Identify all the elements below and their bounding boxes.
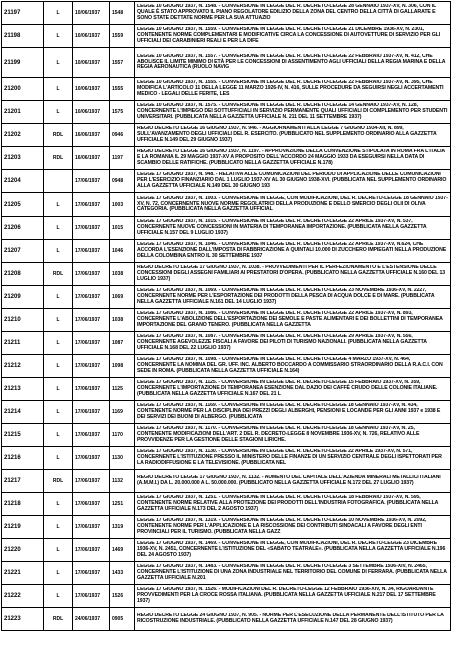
row-code: 1015 (112, 225, 124, 231)
table-row (2, 493, 451, 516)
row-code: 1087 (112, 340, 124, 346)
law-register-table (1, 1, 451, 631)
row-code: 1575 (112, 109, 124, 115)
row-code: 1098 (112, 363, 124, 369)
row-date-cell (73, 447, 110, 470)
row-date: 17/06/1937 (75, 478, 101, 484)
row-kind-cell (44, 401, 73, 424)
row-number: 21212 (4, 363, 21, 369)
row-number: 21216 (4, 455, 21, 461)
row-kind-cell (44, 585, 73, 608)
row-date: 16/06/1937 (75, 155, 101, 161)
row-date: 17/06/1937 (75, 294, 101, 300)
table-row (2, 286, 451, 309)
row-number: 21206 (4, 225, 21, 231)
row-text-cell (135, 447, 451, 470)
row-text: LEGGE 10 GIUGNO 1937, N. 1557. - CONVERSIONE IN LEGGE DEL R. DECRETO-LEGGE 22 FEBBRAIO 1937-XV, N. 412, CHE ABOLISCE IL LIMITE MINIMO DI ETÀ PER LE CONCESSIONI DI ASSENTIMENTO AGLI UFFICIALI DELLA REGIA MARINA E DELLA REGIA AERONAUTICA (RUOLO NAVIG (137, 53, 446, 71)
row-date: 17/06/1937 (75, 271, 101, 277)
row-date-cell (73, 48, 110, 78)
row-text-cell (135, 48, 451, 78)
row-text: LEGGE 17 GIUGNO 1937, N. 1098. - CONVERSIONE IN LEGGE DEL R. DECRETO-LEGGE 4 MARZO 1937-XV, N. 464, CONCERNENTE LA NOMINA DEL GR. UFF. INC. ALBERTO BOCCARDO A COMMISSARIO STRAORDINARIO DELLA R.A.C.I. CON SEDE IN ROMA. (PUBBLICATA NELLA GAZZETTA UFFICIALE N.164) (137, 357, 443, 374)
row-text-cell (135, 78, 451, 101)
row-number-cell (2, 447, 44, 470)
row-text: LEGGE 17 GIUGNO 1937, N. 1169. - CONVERSIONE IN LEGGE DEL R. DECRETO-LEGGE 18 GENNAIO 1937-XV, N. 434, CONTENENTE NORME PER LA DISCIPLINA DEI PREZZI DEGLI ALBERGHI, PENSIONI E LOCANDE PER GLI ANNI 1937 e 1938 E DEI SERVIZI DEI BUONI DI ALBERGO. (PUBBLICATA (137, 403, 441, 420)
row-date-cell (73, 309, 110, 332)
row-code-cell (110, 240, 135, 263)
row-date-cell (73, 147, 110, 170)
row-code: 1170 (112, 432, 123, 438)
row-date: 17/06/1937 (75, 593, 101, 599)
row-kind: L (56, 524, 60, 530)
row-number-cell (2, 585, 44, 608)
row-kind: L (56, 455, 60, 461)
row-code: 0948 (112, 178, 124, 184)
row-kind: RDL (52, 271, 64, 277)
row-text: LEGGE 17 GIUGNO 1937, N. 1003. - CONVERSIONE IN LEGGE, CON MODIFICAZIONI, DEL R. DECRETO-LEGGE 18 GENNAIO 1937-XV, N. 72, CONCERNENTE NUOVE NORME REGOLATRICI DELLA PRODUZIONE E DELLO SMERCIO DEGLI OLII DI OLIVA CATEGORIA. (PUBBLICATA NELLA GAZZETTA UFFICIAL (137, 195, 448, 213)
row-kind: L (56, 432, 60, 438)
row-code: 1559 (112, 33, 124, 39)
row-text-cell (135, 355, 451, 378)
row-number-cell (2, 263, 44, 286)
row-text-cell (135, 516, 451, 539)
row-kind: L (56, 248, 60, 254)
row-date: 17/06/1937 (75, 340, 101, 346)
table-row (2, 447, 451, 470)
row-number: 21217 (4, 478, 21, 484)
row-date-cell (73, 101, 110, 124)
row-number-cell (2, 147, 44, 170)
table-row (2, 263, 451, 286)
row-date-cell (73, 240, 110, 263)
row-text-cell (135, 2, 451, 25)
row-date: 10/06/1937 (75, 86, 101, 92)
row-number: 21214 (4, 409, 21, 415)
row-date-cell (73, 2, 110, 25)
row-date-cell (73, 539, 110, 562)
row-code-cell (110, 401, 135, 424)
row-text-cell (135, 25, 451, 48)
row-kind-cell (44, 78, 73, 101)
row-code: 1132 (112, 478, 123, 484)
row-number-cell (2, 286, 44, 309)
row-date: 17/06/1937 (75, 409, 101, 415)
row-kind-cell (44, 48, 73, 78)
row-text: LEGGE 17 GIUGNO 1937, N. 1483. - CONVERSIONE IN LEGGE DEL R. DECRETO-LEGGE 3 SETTEMBRE 1936-XIV, N. 2465, CONCERNENTE L'ISTITUZIONE DI UNA ZONA INDUSTRIALE NEL TERRITORIO DEL COMUNE DI FERRARA. (PUBBLICATA NELLA GAZZETTA UFFICIALE N.201 (137, 564, 447, 581)
row-code-cell (110, 124, 135, 147)
row-number-cell (2, 78, 44, 101)
row-text: REGIO DECRETO LEGGE 16 GIUGNO 1937, N. 1197. - APPROVAZIONE DELLA CONVENZIONE STIPULATA IN ROMA FRA L'ITALIA E LA ROMANIA IL 29 MAGGIO 1937-XV A PROPOSITO DELL'ACCORDO 24 MAGGIO 1933 DA ESEGUIRSI NELLA DATA DI SCAMBIO DELLE RATIFICHE. (PUBBLICATO NELLA GAZZETTA UFFICIALE N.178) (137, 149, 445, 166)
row-text-cell (135, 585, 451, 608)
row-code-cell (110, 470, 135, 493)
row-code-cell (110, 101, 135, 124)
row-text: LEGGE 17 GIUGNO 1937, N. 1319. - CONVERSIONE IN LEGGE DEL R. DECRETO-LEGGE 10 NOVEMBRE 1936-XV, N. 2092, CONTENENTE NORME PER L'APPLICAZIONE E LA RISCOSSIONE DEI CONTRIBUTI SINDACALI A FAVORE DEGLI ENTI PROVINCIALI PER IL TURISMO. (PUBBLICATA NELLA GAZZ (137, 518, 427, 535)
row-date: 17/06/1937 (75, 178, 101, 184)
row-kind-cell (44, 378, 73, 401)
row-kind-cell (44, 240, 73, 263)
row-kind: L (56, 294, 60, 300)
row-number: 21221 (4, 570, 21, 576)
row-kind-cell (44, 25, 73, 48)
row-code-cell (110, 309, 135, 332)
table-row (2, 147, 451, 170)
row-text-cell (135, 101, 451, 124)
row-date: 17/06/1937 (75, 501, 101, 507)
row-text-cell (135, 240, 451, 263)
row-kind: L (56, 409, 60, 415)
row-date-cell (73, 401, 110, 424)
row-kind-cell (44, 309, 73, 332)
row-text-cell (135, 124, 451, 147)
table-row (2, 378, 451, 401)
row-number: 21202 (4, 132, 21, 138)
table-row (2, 562, 451, 585)
table-row (2, 401, 451, 424)
row-number: 21210 (4, 317, 21, 323)
row-date-cell (73, 332, 110, 355)
row-date: 17/06/1937 (75, 248, 101, 254)
row-number-cell (2, 124, 44, 147)
row-kind: L (56, 317, 60, 323)
row-number: 21203 (4, 155, 21, 161)
row-date: 10/06/1937 (75, 59, 101, 66)
row-number-cell (2, 608, 44, 631)
row-code: 1069 (112, 294, 124, 300)
row-kind: L (56, 33, 60, 39)
law-register-rows (2, 2, 451, 631)
table-row (2, 332, 451, 355)
row-number-cell (2, 309, 44, 332)
row-code: 1130 (112, 455, 123, 461)
table-row (2, 608, 451, 631)
row-date: 16/06/1937 (75, 132, 101, 138)
row-kind-cell (44, 2, 73, 25)
row-code-cell (110, 355, 135, 378)
row-kind-cell (44, 493, 73, 516)
row-date: 17/06/1937 (75, 225, 101, 231)
row-date-cell (73, 25, 110, 48)
row-text: LEGGE 17 GIUGNO 1937, N. 1251. - CONVERSIONE IN LEGGE DEL R. DECRETO-LEGGE 18 FEBBRAIO 1937-XV, N. 595, CONTENENTE NORME RELATIVE ALLA PROTEZIONE DEI PRODOTTI DELL'INDUSTRIA FOTOGRAFICA. (PUBBLICATA NELLA GAZZETTA UFFICIALE N.173 DEL 2 AGOSTO 1937) (137, 495, 439, 512)
row-number: 21200 (4, 86, 21, 92)
row-code: 1251 (112, 501, 124, 507)
row-text: LEGGE 17 GIUGNO 1937, N. 1087. - CONVERSIONE IN LEGGE DEL R. DECRETO-LEGGE 29 APRILE 1937-XV, N. 556, CONCERNENTE AGEVOLEZZE FISCALI A FAVORE DEI PILOTI DI TURISMO NAZIONALI. (PUBBLICATA NELLA GAZZETTA UFFICIALE N.168 DEL 22 LUGLIO 1937) (137, 334, 427, 351)
row-kind-cell (44, 101, 73, 124)
row-number-cell (2, 470, 44, 493)
table-row (2, 193, 451, 217)
row-number-cell (2, 493, 44, 516)
row-number-cell (2, 25, 44, 48)
row-code-cell (110, 217, 135, 240)
row-text: REGIO DECRETO LEGGE 17 GIUGNO 1937, N. 1038. - PROVVEDIMENTI PER IL PERFEZIONAMENTO E L'ESTENSIONE DELLE CONCESSIONI DEGLI ASSEGNI FAMILIARI AI PRESTATORI D'OPERA. (PUBBLICATO NELLA GAZZETTA UFFICIALE N.160 DEL 13 LUGLIO 1937) (137, 265, 446, 282)
row-code-cell (110, 378, 135, 401)
row-code-cell (110, 539, 135, 562)
row-code: 1197 (112, 155, 123, 161)
row-code-cell (110, 78, 135, 101)
row-code-cell (110, 608, 135, 631)
row-number-cell (2, 424, 44, 447)
row-code-cell (110, 585, 135, 608)
row-text: LEGGE 17 GIUGNO 1937, N. 1469. - CONVERSIONE IN LEGGE, CON MODIFICAZIONI, DEL R. DECRETO-LEGGE 23 DICEMBRE 1936-XV, N. 2451, CONCERNENTE L'ISTITUZIONE DEL «SABATO TEATRALE». (PUBBLICATA NELLA GAZZETTA UFFICIALE N.196 DEL 24 AGOSTO 1937) (137, 541, 446, 558)
row-kind: L (56, 501, 60, 507)
row-kind: RDL (52, 155, 64, 161)
row-date-cell (73, 585, 110, 608)
row-code: 0946 (112, 132, 124, 138)
row-code-cell (110, 193, 135, 217)
row-number-cell (2, 193, 44, 217)
row-number-cell (2, 240, 44, 263)
row-date: 17/06/1937 (75, 432, 101, 438)
row-number-cell (2, 2, 44, 25)
row-kind-cell (44, 470, 73, 493)
row-kind-cell (44, 193, 73, 217)
table-row (2, 585, 451, 608)
row-number-cell (2, 539, 44, 562)
row-date: 17/06/1937 (75, 363, 101, 369)
row-date-cell (73, 470, 110, 493)
row-code-cell (110, 2, 135, 25)
row-text-cell (135, 147, 451, 170)
table-row (2, 124, 451, 147)
row-kind: L (56, 109, 60, 115)
row-kind-cell (44, 562, 73, 585)
row-text: LEGGE 17 GIUGNO 1937, N. 948. - RELATIVA ALLE COMUNICAZIONI DEL PERIODO DI APPLICAZIONE DELLE COMUNICAZIONI PER L'ESERCIZIO FINANZIARIO DAL 1 LUGLIO 1937-XV AL 30 GIUGNO 1938-XVI. (PUBBLICATA NEL SUPPLEMENTO ORDINARIO ALLA GAZZETTA UFFICIALE N.149 DEL 30 GIUGNO 193 (137, 172, 447, 189)
row-number-cell (2, 101, 44, 124)
row-kind: L (56, 59, 60, 66)
row-kind: L (56, 547, 60, 553)
row-kind-cell (44, 355, 73, 378)
row-date-cell (73, 286, 110, 309)
row-kind: L (56, 201, 60, 208)
row-code: 1169 (112, 409, 123, 415)
table-row (2, 2, 451, 25)
row-text: LEGGE 17 GIUGNO 1937, N. 1526. - MODIFICAZIONI DEL R. DECRETO-LEGGE 12 FEBBRAIO 1936-XIV, N. 34, RIGUARDANTE PROVVEDIMENTI PER LA CROCE ROSSA ITALIANA. (PUBBLICATA NELLA GAZZETTA UFFICIALE N.217 DEL 17 SETTEMBRE 1937) (137, 587, 436, 604)
row-kind-cell (44, 332, 73, 355)
row-number: 21209 (4, 294, 21, 300)
row-code: 1038 (112, 271, 124, 277)
row-kind-cell (44, 124, 73, 147)
row-number: 21213 (4, 386, 21, 392)
row-number-cell (2, 562, 44, 585)
row-kind-cell (44, 447, 73, 470)
row-code: 1548 (112, 10, 124, 16)
row-kind: L (56, 340, 60, 346)
row-code: 1469 (112, 547, 124, 553)
row-code: 1557 (112, 59, 124, 66)
row-number: 21201 (4, 109, 21, 115)
row-text: REGIO DECRETO LEGGE 16 GIUGNO 1937, N. 946. - AGGIORNAMENTI ALLA LEGGE 7 GIUGNO 1934-XII, N. 899, SULL'AVANZAMENTO DEGLI UFFICIALI DEL R. ESERCITO. (PUBBLICATO NEL SUPPLEMENTO ORDINARIO ALLA GAZZETTA UFFICIALE N.149 DEL 29 GIUGNO 1937) (137, 126, 437, 143)
table-row (2, 516, 451, 539)
row-code: 1319 (112, 524, 124, 530)
row-kind-cell (44, 147, 73, 170)
row-date: 10/06/1937 (75, 109, 101, 115)
row-number: 21197 (4, 10, 21, 16)
row-text: LEGGE 17 GIUGNO 1937, N. 1015. - CONVERSIONE IN LEGGE DEL R. DECRETO-LEGGE 22 APRILE 1937-XV, N. 537, CONCERNENTE NUOVE CONCESSIONI IN MATERIA DI TEMPORANEA IMPORTAZIONE. (PUBBLICATA NELLA GAZZETTA UFFICIALE N.157 DEL 9 LUGLIO 1937) (137, 219, 427, 236)
row-date: 17/06/1937 (75, 524, 101, 530)
row-text: LEGGE 10 GIUGNO 1937, N. 1555. - CONVERSIONE IN LEGGE DEL R. DECRETO-LEGGE 22 FEBBRAIO 1937-XV, N. 395, CHE MODIFICA L'ARTICOLO 11 DELLA LEGGE 11 MARZO 1926-IV, N. 416, SULLE PROCEDURE DA SEGUIRSI NEGLI ACCERTAMENTI MEDICO - LEGALI DELLE FERITE, LES (137, 80, 444, 97)
table-row (2, 309, 451, 332)
row-text-cell (135, 424, 451, 447)
row-text-cell (135, 539, 451, 562)
row-number-cell (2, 516, 44, 539)
row-date: 17/06/1937 (75, 547, 101, 553)
row-number: 21219 (4, 524, 21, 530)
row-kind: L (56, 570, 60, 576)
table-row (2, 240, 451, 263)
row-date: 17/06/1937 (75, 570, 101, 576)
row-code-cell (110, 25, 135, 48)
row-date-cell (73, 516, 110, 539)
row-text-cell (135, 493, 451, 516)
row-kind-cell (44, 539, 73, 562)
row-kind-cell (44, 263, 73, 286)
row-number-cell (2, 355, 44, 378)
row-code-cell (110, 424, 135, 447)
row-code-cell (110, 332, 135, 355)
row-date-cell (73, 424, 110, 447)
row-date-cell (73, 124, 110, 147)
row-text: LEGGE 17 GIUGNO 1937, N. 1125. - CONVERSIONE IN LEGGE DEL R. DECRETO-LEGGE 15 FEBBRAIO 1937-XV, N. 359, CONCERNENTE L'IMPORTAZIONE DI TEMPORANEA ESENZIONE DAL DAZIO DEI CAFFÈ CRUDO DELLE COLONIE ITALIANE. (PUBBLICATA NELLA GAZZETTA UFFICIALE N.167 DEL 21 L (137, 380, 438, 397)
row-number: 21205 (4, 201, 21, 208)
row-text: LEGGE 10 GIUGNO 1937, N. 1548. - CONVERSIONE IN LEGGE DEL R. DECRETO-LEGGE 28 GENNAIO 1937-XV, N. 306, CON IL QUALE È STATO APPROVATO IL PIANO REGOLATORE EDILIZIO DELLA ZONA DEL CENTRO DELLA CITTÀ DI GALLARATE E SONO STATE DETTATE NORME PER LA SUA ATTUAZIO (137, 4, 437, 21)
row-kind: L (56, 225, 60, 231)
row-date: 17/06/1937 (75, 386, 101, 392)
row-text: LEGGE 10 GIUGNO 1937, N. 1575. - CONVERSIONE IN LEGGE DEL R. DECRETO-LEGGE 14 GENNAIO 1937-XV, N. 128, CONCERNENTE L'IMPIEGO DEI SOTTUFFICIALI IN SERVIZIO PERMANENTE QUALI UFFICIALI DI COMPLEMENTO PER STUDENTI UNIVERSITARI. (PUBBLICATA NELLA GAZZETTA UFFICIALE N. 211 DEL 11 SETTEMBRE 1937) (137, 103, 448, 120)
table-row (2, 217, 451, 240)
row-kind-cell (44, 286, 73, 309)
row-date-cell (73, 193, 110, 217)
row-number: 21220 (4, 547, 21, 553)
row-text: LEGGE 10 GIUGNO 1937, N. 1559. - CONVERSIONE IN LEGGE DEL R. DECRETO-LEGGE 21 DICEMBRE 1936-XV, N. 2301, CONTENENTE NORME COMPLEMENTARI E MODIFICATIVE CIRCA LA CONCESSIONE DI AUTOVETTURE DI SERVIZIO PER GLI UFFICIALI DEI CARABINIERI REALI E PER LA DIFE (137, 27, 441, 44)
row-kind: L (56, 593, 60, 599)
table-row (2, 470, 451, 493)
row-date-cell (73, 170, 110, 193)
row-number-cell (2, 378, 44, 401)
row-number: 21223 (4, 616, 21, 622)
row-kind-cell (44, 608, 73, 631)
row-code: 1433 (112, 570, 124, 576)
table-row (2, 101, 451, 124)
row-text: LEGGE 17 GIUGNO 1937, N. 1086. - CONVERSIONE IN LEGGE DEL R. DECRETO-LEGGE 22 APRILE 1937-XV, N. 893, CONCERNENTE L'ABOLIZIONE DELL'ESPORTAZIONE DEI SEMOLE E PASTE ALIMENTARI E DEI BOLLETTINI DI TEMPORANEA IMPORTAZIONE DEL GRANO TENERO. (PUBBLICATA NELLA GAZZETTA (137, 311, 443, 328)
row-number: 21211 (4, 340, 21, 346)
table-row (2, 539, 451, 562)
row-date-cell (73, 217, 110, 240)
row-number-cell (2, 217, 44, 240)
row-date: 17/06/1937 (75, 455, 101, 461)
table-row (2, 355, 451, 378)
row-number: 21207 (4, 248, 21, 254)
row-code-cell (110, 493, 135, 516)
row-text: LEGGE 17 GIUGNO 1937, N. 1069. - CONVERSIONE IN LEGGE DEL R. DECRETO-LEGGE 23 NOVEMBRE 1936-XV, N. 2227, CONCERNENTE NORME PER L'ESPORTAZIONE DEI PRODOTTI DELLA PESCA DI ACQUA DOLCE E DI MARE. (PUBBLICATA NELLA GAZZETTA UFFICIALE N.161 DEL 14 LUGLIO 1937) (137, 288, 435, 305)
row-code-cell (110, 447, 135, 470)
row-text-cell (135, 217, 451, 240)
row-text-cell (135, 263, 451, 286)
row-date-cell (73, 608, 110, 631)
row-code: 1555 (112, 86, 124, 92)
row-date-cell (73, 378, 110, 401)
row-text: LEGGE 17 GIUGNO 1937, N. 1046. - CONVERSIONE IN LEGGE DEL R. DECRETO-LEGGE 22 APRILE 1937-XV, N.624, CHE ACCORDA L'ESENZIONE DALL'IMPOSTA DI FABBRICAZIONE A QUINTALI 10.000 DI ZUCCHERO IMPIEGATI NELLA PRODUZIONE DELLA COLOMBINA ENTRO IL 30 SETTEMBRE 1937 (137, 242, 447, 259)
table-row (2, 48, 451, 78)
row-kind: RDL (52, 616, 64, 622)
table-row (2, 25, 451, 48)
row-kind: L (56, 363, 60, 369)
row-kind: L (56, 86, 60, 92)
row-text-cell (135, 470, 451, 493)
row-number: 21204 (4, 178, 21, 184)
row-kind: RDL (52, 132, 64, 138)
row-date: 10/06/1937 (75, 10, 101, 16)
row-number-cell (2, 48, 44, 78)
row-code-cell (110, 286, 135, 309)
table-row (2, 424, 451, 447)
row-date: 24/06/1937 (75, 616, 101, 622)
row-text-cell (135, 286, 451, 309)
row-kind-cell (44, 424, 73, 447)
row-kind-cell (44, 516, 73, 539)
row-code-cell (110, 170, 135, 193)
row-code-cell (110, 516, 135, 539)
row-date: 17/06/1937 (75, 317, 101, 323)
row-code: 0905 (112, 616, 124, 622)
row-kind: L (56, 386, 60, 392)
table-row (2, 170, 451, 193)
row-text-cell (135, 309, 451, 332)
row-kind: L (56, 10, 60, 16)
row-code: 1003 (112, 201, 124, 208)
row-number: 21199 (4, 59, 21, 66)
row-text-cell (135, 401, 451, 424)
row-number-cell (2, 170, 44, 193)
row-text-cell (135, 332, 451, 355)
row-kind: RDL (52, 478, 64, 484)
row-date: 17/06/1937 (75, 201, 101, 208)
row-text: REGIO DECRETO LEGGE 17 GIUGNO 1937, N. 1132. - AUMENTO DEL CAPITALE DELL'AZIENDA MINERALI METALLICI ITALIANI (A.M.M.I.) DA L. 20.000.000 A L. 50.000.000. (PUBBLICATO NELLA GAZZETTA UFFICIALE N.172 DEL 27 LUGLIO 1937) (137, 475, 441, 486)
row-code: 1038 (112, 317, 124, 323)
row-text: REGIO DECRETO LEGGE 24 GIUGNO 1937, N. 905. - NORME PER L'ESECUZIONE DELLA PERMANENTE DELL'ISTITUTO PER LA RICOSTRUZIONE INDUSTRIALE. (PUBBLICATO NELLA GAZZETTA UFFICIALE N.147 DEL 28 GIUGNO 1937) (137, 613, 444, 624)
row-text: LEGGE 17 GIUGNO 1937, N. 1130. - CONVERSIONE IN LEGGE DEL R. DECRETO-LEGGE 22 APRILE 1937-XV, N. 571, CONCERNENTE L'ISTITUZIONE PRESSO IL MINISTERO DELLE FINANZE DI UN SERVIZIO CENTRALE DEGLI ISPETTORATI PER LA RADIODIFFUSIONE E LA TELEVISIONE. (PUBBLICATA NEL (137, 449, 442, 466)
row-code-cell (110, 562, 135, 585)
row-number: 21218 (4, 501, 21, 507)
row-text-cell (135, 562, 451, 585)
row-date-cell (73, 562, 110, 585)
row-date-cell (73, 493, 110, 516)
row-text-cell (135, 170, 451, 193)
row-date: 10/06/1937 (75, 33, 101, 39)
row-date-cell (73, 263, 110, 286)
row-text-cell (135, 193, 451, 217)
row-kind-cell (44, 217, 73, 240)
row-date-cell (73, 355, 110, 378)
row-number: 21215 (4, 432, 21, 438)
row-code-cell (110, 147, 135, 170)
row-text: LEGGE 17 GIUGNO 1937, N. 1170. - CONVERSIONE IN LEGGE DEL R. DECRETO-LEGGE 18 GENNAIO 1937-XV, N. 25, CONTENENTE MODIFICAZIONI DELL'ART. 2 DEL R. DECRETO-LEGGE 8 NOVEMBRE 1936-XV, N. 726, RELATIVO ALLE PROVVIDENZE PER LA GESTIONE DELLE STAGIONI LIRICHE. (137, 426, 420, 443)
row-number: 21208 (4, 271, 21, 277)
row-text-cell (135, 608, 451, 631)
row-code: 1046 (112, 248, 124, 254)
row-number-cell (2, 401, 44, 424)
row-kind-cell (44, 170, 73, 193)
table-row (2, 78, 451, 101)
row-number: 21198 (4, 33, 21, 39)
row-text-cell (135, 378, 451, 401)
row-number-cell (2, 332, 44, 355)
row-code-cell (110, 263, 135, 286)
row-code: 1526 (112, 593, 124, 599)
row-number: 21222 (4, 593, 21, 599)
row-code: 1125 (112, 386, 123, 392)
row-date-cell (73, 78, 110, 101)
row-code-cell (110, 48, 135, 78)
